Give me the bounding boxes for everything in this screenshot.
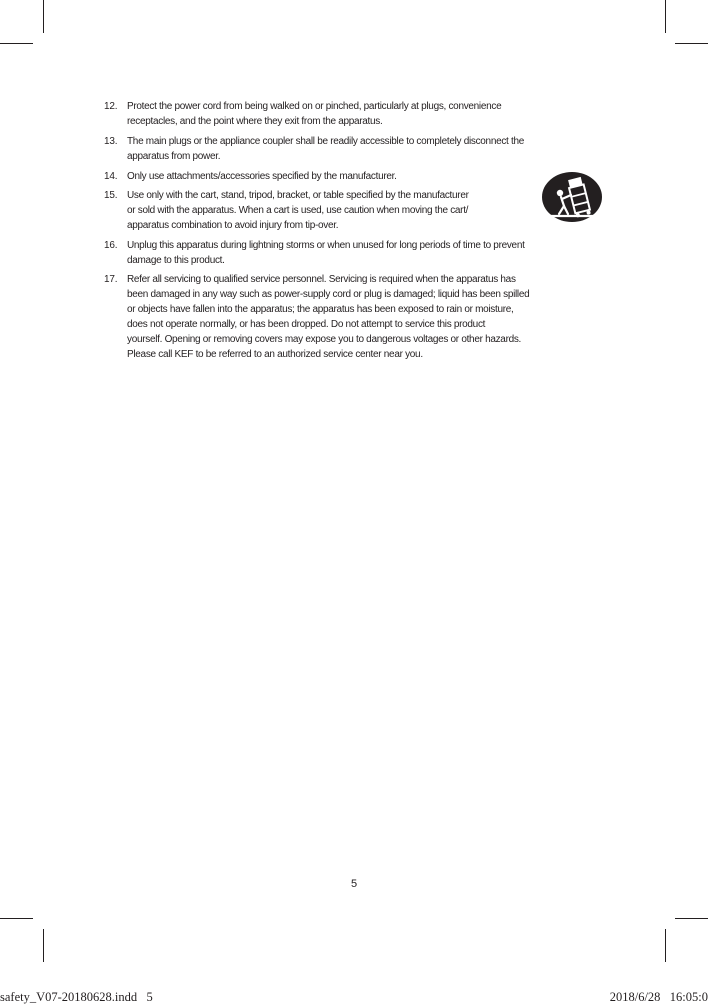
item-number: 16. (104, 240, 118, 251)
item-line: or sold with the apparatus. When a cart is used, use caution when moving the cart/ (127, 205, 469, 216)
item-line: or objects have fallen into the apparatus; the apparatus has been exposed to rain or moisture, (127, 304, 514, 315)
crop-mark-top-left-vertical (43, 0, 44, 33)
crop-mark-top-right-horizontal (675, 43, 708, 44)
item-line: damage to this product. (127, 255, 225, 266)
item-text (127, 99, 614, 129)
item-text (127, 134, 614, 164)
list-item (104, 272, 614, 362)
print-slug-filename: safety_V07-20180628.indd 5 (0, 990, 153, 1004)
list-item (104, 238, 614, 268)
item-number: 17. (104, 274, 118, 285)
safety-instructions-list (104, 99, 614, 367)
item-line: Protect the power cord from being walked on or pinched, particularly at plugs, convenience (127, 101, 502, 112)
crop-mark-bottom-right-horizontal (675, 918, 708, 919)
crop-mark-bottom-left-horizontal (0, 918, 33, 919)
item-number: 12. (104, 101, 118, 112)
item-text (127, 238, 614, 268)
item-line: Please call KEF to be referred to an authorized service center near you. (127, 349, 423, 360)
item-line: Unplug this apparatus during lightning storms or when unused for long periods of time to prevent (127, 240, 525, 251)
list-item (104, 134, 614, 164)
item-line: apparatus combination to avoid injury from tip-over. (127, 220, 339, 231)
crop-mark-bottom-left-vertical (43, 929, 44, 962)
item-line: been damaged in any way such as power-supply cord or plug is damaged; liquid has been spilled (127, 289, 530, 300)
item-number: 14. (104, 171, 118, 182)
item-line: does not operate normally, or has been dropped. Do not attempt to service this product (127, 319, 486, 330)
list-item (104, 188, 614, 233)
item-line: The main plugs or the appliance coupler shall be readily accessible to completely disconnect the (127, 136, 524, 147)
item-line: yourself. Opening or removing covers may expose you to dangerous voltages or other hazards. (127, 334, 522, 345)
crop-mark-top-right-vertical (665, 0, 666, 33)
cart-tip-over-warning-icon (541, 171, 603, 223)
item-number: 15. (104, 190, 118, 201)
item-line: Only use attachments/accessories specified by the manufacturer. (127, 171, 397, 182)
item-line: Refer all servicing to qualified service personnel. Servicing is required when the apparatus has (127, 274, 516, 285)
list-item (104, 169, 614, 184)
list-item (104, 99, 614, 129)
item-number: 13. (104, 136, 118, 147)
page-number: 5 (350, 878, 358, 890)
item-text (127, 272, 614, 362)
item-line: Use only with the cart, stand, tripod, bracket, or table specified by the manufacturer (127, 190, 469, 201)
item-line: apparatus from power. (127, 151, 221, 162)
print-slug-timestamp: 2018/6/28 16:05:0 (609, 990, 708, 1004)
crop-mark-top-left-horizontal (0, 43, 33, 44)
item-line: receptacles, and the point where they exit from the apparatus. (127, 116, 383, 127)
crop-mark-bottom-right-vertical (665, 929, 666, 962)
